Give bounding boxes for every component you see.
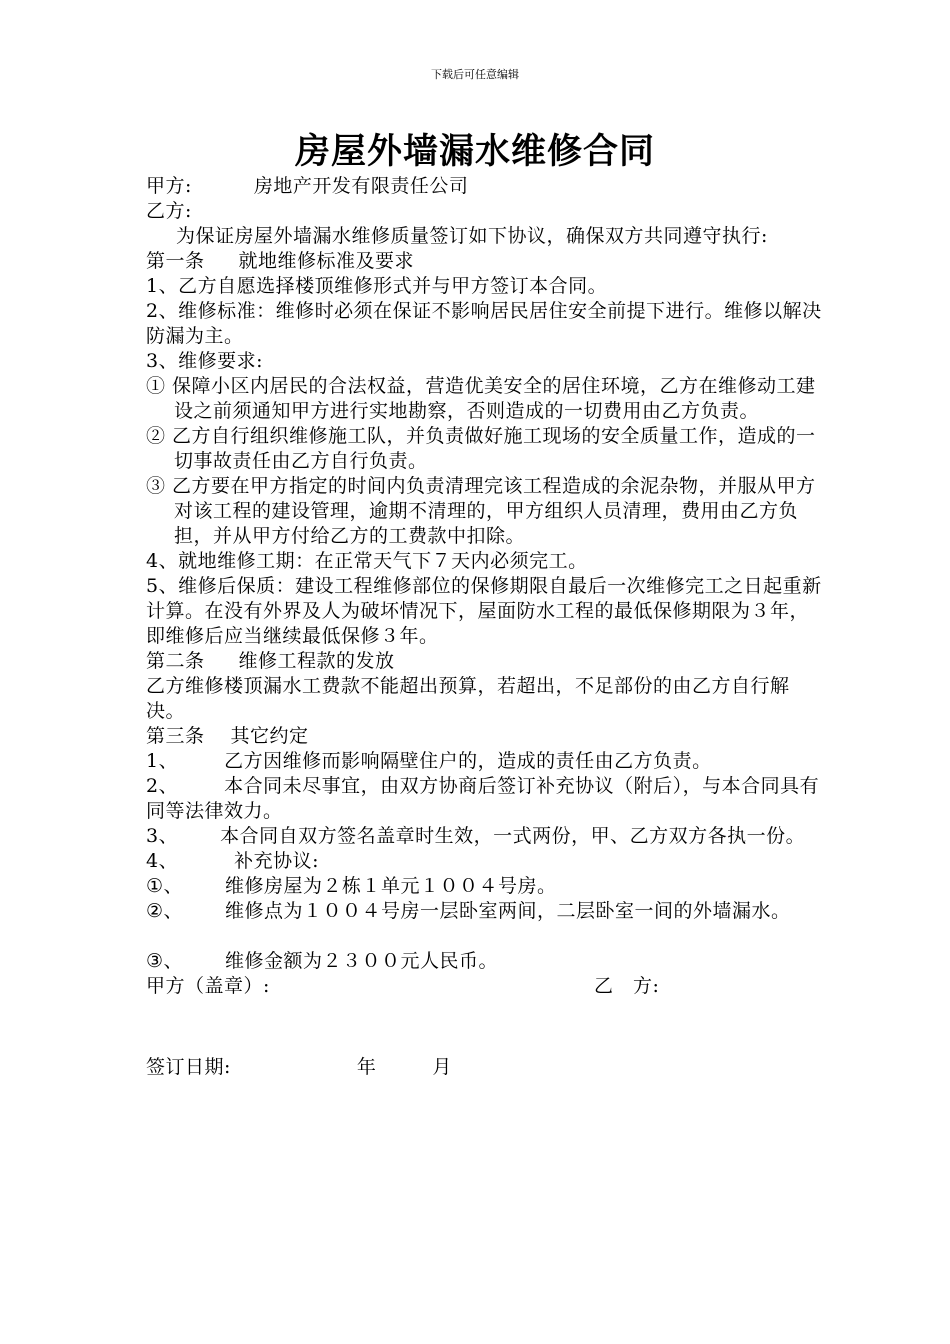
party-b-signature: 乙 方: — [594, 975, 660, 997]
article-2-body: 乙方维修楼顶漏水工费款不能超出预算，若超出，不足部份的由乙方自行解决。 — [146, 675, 790, 722]
article-3-item-4 — [146, 849, 826, 874]
requirement-2: ② 乙方自行组织维修施工队，并负责做好施工现场的安全质量工作，造成的一切事故责任由乙方自行负责。 — [146, 425, 816, 472]
article-3-item-3-text: 本合同自双方签名盖章时生效，一式两份，甲、乙方双方各执一份。 — [220, 825, 806, 847]
party-b-line — [146, 199, 826, 224]
article-2-number: 第二条 — [146, 650, 205, 672]
article-1-item-3: 3、维修要求: — [146, 350, 263, 372]
supplement-3 — [146, 949, 826, 974]
party-a-line — [146, 174, 826, 199]
sign-date-label: 签订日期: — [146, 1056, 231, 1078]
supplement-3-text: 维修金额为２３００元人民币。 — [225, 950, 499, 972]
signature-row — [146, 974, 826, 999]
article-3-item-2-text: 本合同未尽事宜，由双方协商后签订补充协议（附后），与本合同具有同等法律效力。 — [146, 775, 820, 822]
article-3-item-2-number: 2、 — [146, 775, 179, 797]
article-1-item-1: 1、乙方自愿选择楼顶维修形式并与甲方签订本合同。 — [146, 275, 608, 297]
sign-date-month: 月 — [432, 1056, 452, 1078]
article-3-item-1-text: 乙方因维修而影响隔壁住户的，造成的责任由乙方负责。 — [224, 750, 712, 772]
supplement-1-number: ①、 — [146, 875, 184, 897]
article-1-title: 就地维修标准及要求 — [238, 250, 415, 272]
article-3-item-3-number: 3、 — [146, 825, 179, 847]
article-1-item-2: 2、维修标准：维修时必须在保证不影响居民居住安全前提下进行。维修以解决防漏为主。 — [146, 300, 822, 347]
article-3-item-4-text: 补充协议: — [234, 850, 319, 872]
article-1-item-4: 4、就地维修工期：在正常天气下７天内必须完工。 — [146, 550, 588, 572]
article-3-item-3 — [146, 824, 826, 849]
supplement-2 — [146, 899, 826, 924]
article-3-item-1 — [146, 749, 826, 774]
article-2-heading — [146, 649, 826, 674]
blank-line — [146, 924, 826, 949]
requirement-1: ① 保障小区内居民的合法权益，营造优美安全的居住环境，乙方在维修动工建设之前须通知甲方进行实地勘察，否则造成的一切费用由乙方负责。 — [146, 375, 816, 422]
article-2-title: 维修工程款的发放 — [238, 650, 395, 672]
contract-body — [146, 174, 826, 1080]
supplement-1-text: 维修房屋为２栋１单元１００４号房。 — [225, 875, 557, 897]
document-title: 房屋外墙漏水维修合同 — [294, 131, 655, 172]
supplement-3-number: ③、 — [146, 950, 184, 972]
supplement-2-text: 维修点为１００４号房一层卧室两间，二层卧室一间的外墙漏水。 — [225, 900, 791, 922]
party-a-value: 房地产开发有限责任公司 — [253, 175, 469, 197]
article-3-item-1-number: 1、 — [146, 750, 179, 772]
article-3-item-4-number: 4、 — [146, 850, 179, 872]
party-a-label: 甲方: — [146, 175, 192, 197]
article-1-item-5: 5、维修后保质：建设工程维修部位的保修期限自最后一次维修完工之日起重新计算。在没有外界及人为破坏情况下，屋面防水工程的最低保修期限为３年，即维修后应当继续最低保修３年。 — [146, 575, 822, 647]
signature-spacer — [146, 999, 826, 1055]
article-3-heading — [146, 724, 826, 749]
sign-date-year: 年 — [356, 1056, 377, 1078]
requirement-3: ③ 乙方要在甲方指定的时间内负责清理完该工程造成的余泥杂物，并服从甲方对该工程的建设管理，逾期不清理的，甲方组织人员清理，费用由乙方负担，并从甲方付给乙方的工费款中扣除。 — [146, 475, 816, 547]
header-note: 下载后可任意编辑 — [431, 68, 519, 81]
party-b-label: 乙方: — [146, 200, 192, 222]
article-1-heading — [146, 249, 826, 274]
supplement-2-number: ②、 — [146, 900, 184, 922]
party-a-signature: 甲方（盖章）: — [146, 975, 270, 997]
article-3-title: 其它约定 — [230, 725, 309, 747]
intro-paragraph: 为保证房屋外墙漏水维修质量签订如下协议，确保双方共同遵守执行: — [176, 225, 768, 247]
sign-date-row — [146, 1055, 826, 1080]
article-3-number: 第三条 — [146, 725, 205, 747]
supplement-1 — [146, 874, 826, 899]
article-1-number: 第一条 — [146, 250, 205, 272]
article-3-item-2 — [146, 774, 826, 824]
